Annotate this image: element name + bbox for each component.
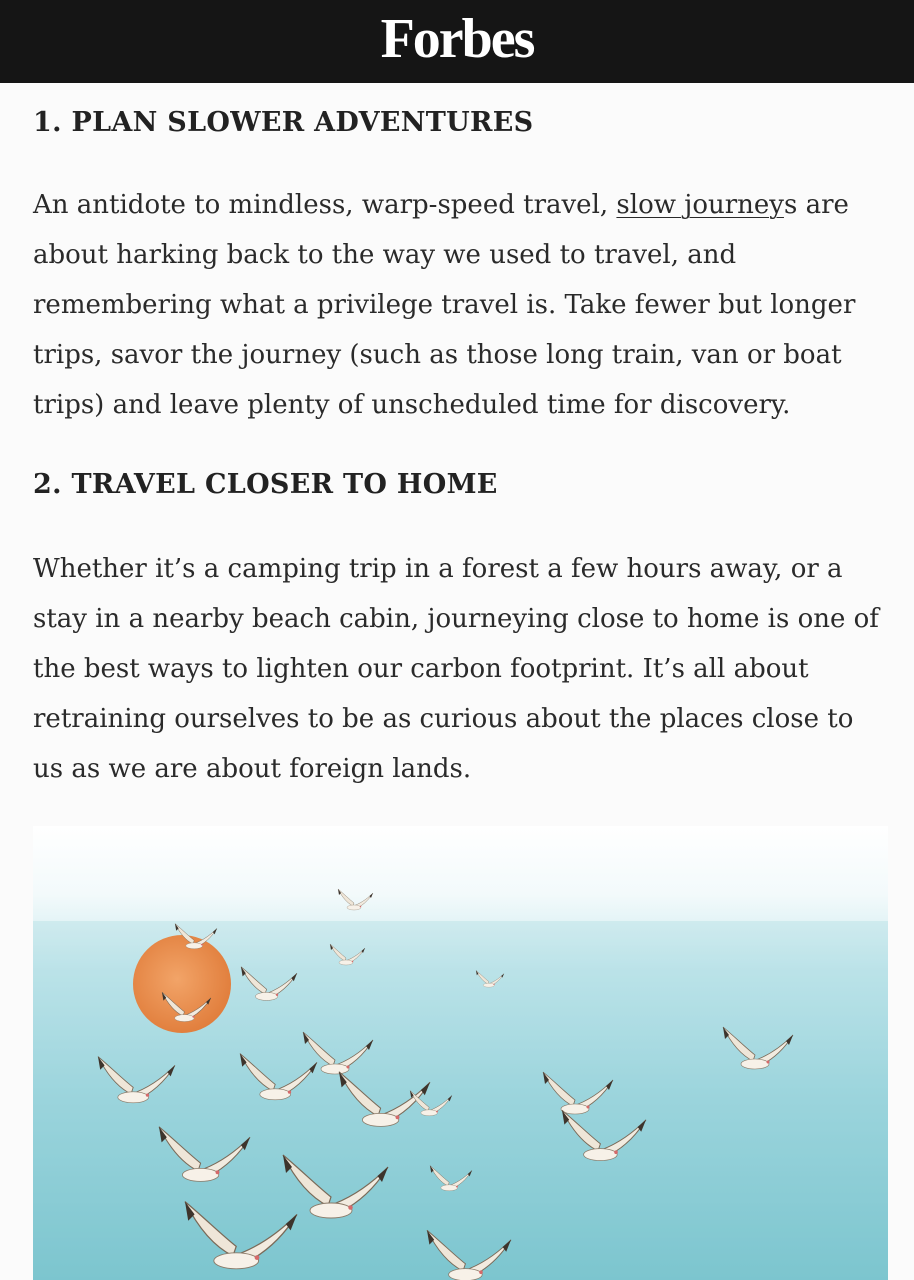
forbes-logo[interactable]: Forbes [380, 7, 534, 70]
section-paragraph-closer-to-home: Whether it’s a camping trip in a forest a few hours away, or a stay in a nearby beach cabin, journeying close to home is one of the best ways to lighten our carbon footprint. It’s all about retraining ourselves to be as curious about the places close to us as we are about foreign lands. [33, 554, 879, 784]
forbes-masthead [0, 0, 914, 83]
slow-journeys-link[interactable]: slow journey [616, 190, 784, 220]
paragraph-text-after-link: s are about harking back to the way we used to travel, and remembering what a privilege travel is. Take fewer but longer trips, savor the journey (such as those long train, van or boat trips) and leave plenty of unscheduled time for discovery. [33, 190, 856, 420]
section-heading-travel-closer-to-home: 2. TRAVEL CLOSER TO HOME [33, 469, 498, 500]
seagulls-over-sea-image [33, 826, 888, 1280]
section-heading-plan-slower-adventures: 1. PLAN SLOWER ADVENTURES [33, 107, 534, 138]
paragraph-text-before-link: An antidote to mindless, warp-speed travel, [33, 190, 617, 220]
seagulls-illustration [33, 826, 888, 1280]
section-paragraph-slow-adventures [33, 180, 883, 430]
